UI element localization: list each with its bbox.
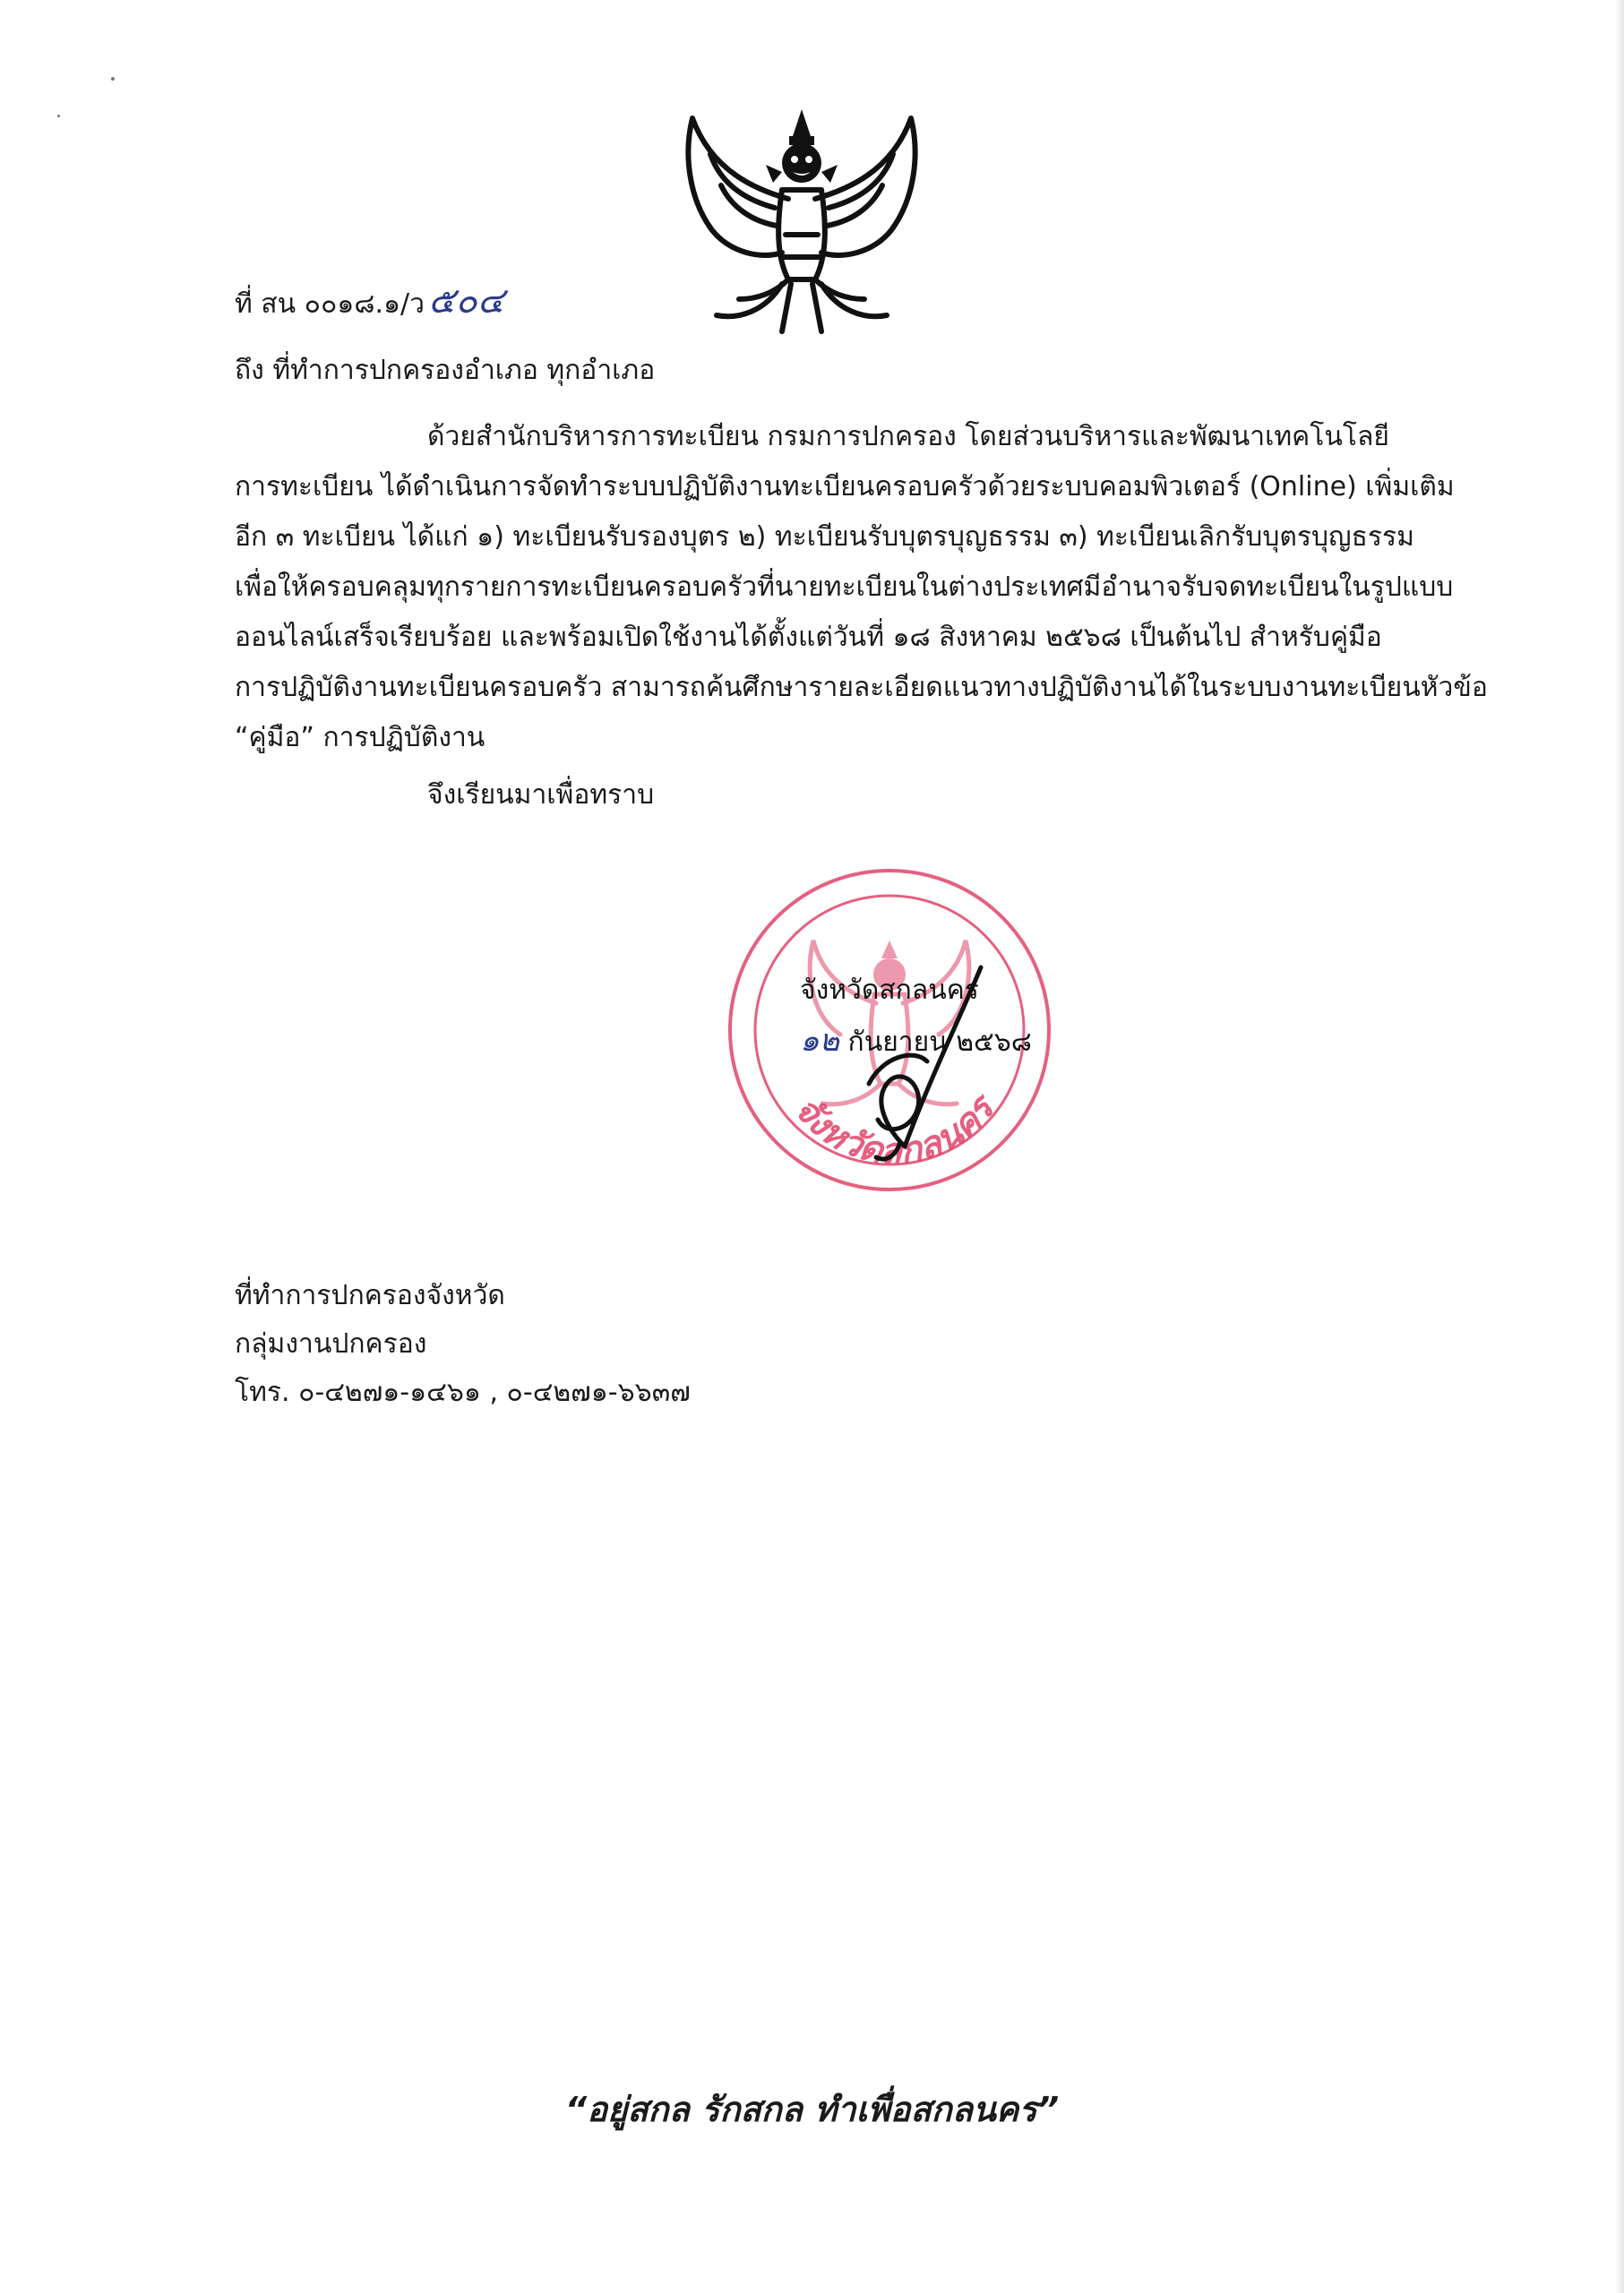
scan-edge-shadow bbox=[1615, 0, 1624, 2293]
garuda-emblem-icon bbox=[676, 100, 927, 340]
body-line: การปฏิบัติงานทะเบียนครอบครัว สามารถค้นศึกษารายละเอียดแนวทางปฏิบัติงานได้ในระบบงานทะเบียนหัวข้อ bbox=[235, 672, 1488, 703]
signature-mark-icon bbox=[833, 949, 1012, 1164]
footer-phone: โทร. ๐-๔๒๗๑-๑๔๖๑ , ๐-๔๒๗๑-๖๖๓๗ bbox=[235, 1377, 691, 1408]
seal-arc-text: จังหวัดสกลนคร bbox=[785, 1088, 1002, 1172]
stamp-province-name: จังหวัดสกลนคร bbox=[800, 975, 979, 1006]
handwritten-day: ๑๒ bbox=[800, 1023, 839, 1059]
recipient-line: ถึง ที่ทำการปกครองอำเภอ ทุกอำเภอ bbox=[235, 355, 656, 386]
body-line: การทะเบียน ได้ดำเนินการจัดทำระบบปฏิบัติงานทะเบียนครอบครัวด้วยระบบคอมพิวเตอร์ (Online) เพิ่มเติม bbox=[235, 471, 1455, 502]
body-line: “คู่มือ” การปฏิบัติงาน bbox=[235, 722, 485, 753]
footer-address bbox=[235, 1272, 691, 1417]
body-line: ออนไลน์เสร็จเรียบร้อย และพร้อมเปิดใช้งานได้ตั้งแต่วันที่ ๑๘ สิงหาคม ๒๕๖๘ เป็นต้นไป สำหรับคู่มือ bbox=[235, 622, 1382, 653]
scan-speck bbox=[111, 77, 115, 81]
handwritten-reference-number: ๕๐๔ bbox=[428, 280, 504, 322]
stamp-month-year: กันยายน ๒๕๖๘ bbox=[847, 1026, 1032, 1058]
footer-office: ที่ทำการปกครองจังหวัด bbox=[235, 1280, 505, 1311]
reference-label: ที่ สน ๐๐๑๘.๑/ว bbox=[235, 288, 425, 320]
body-line: เพื่อให้ครอบคลุมทุกรายการทะเบียนครอบครัวที่นายทะเบียนในต่างประเทศมีอำนาจรับจดทะเบียนในรูปแบบ bbox=[235, 571, 1454, 603]
reference-number-row bbox=[235, 280, 504, 322]
scan-speck bbox=[57, 115, 60, 117]
body-line: ด้วยสำนักบริหารการทะเบียน กรมการปกครอง โดยส่วนบริหารและพัฒนาเทคโนโลยี bbox=[427, 421, 1389, 452]
body-line: อีก ๓ ทะเบียน ได้แก่ ๑) ทะเบียนรับรองบุตร ๒) ทะเบียนรับบุตรบุญธรรม ๓) ทะเบียนเลิกรับบุตรบุญธรรม bbox=[235, 521, 1414, 553]
body-paragraph bbox=[235, 412, 1488, 763]
closing-line: จึงเรียนมาเพื่อทราบ bbox=[427, 779, 655, 811]
province-motto: “อยู่สกล รักสกล ทำเพื่อสกลนคร” bbox=[564, 2090, 1060, 2129]
footer-group: กลุ่มงานปกครอง bbox=[235, 1328, 427, 1360]
